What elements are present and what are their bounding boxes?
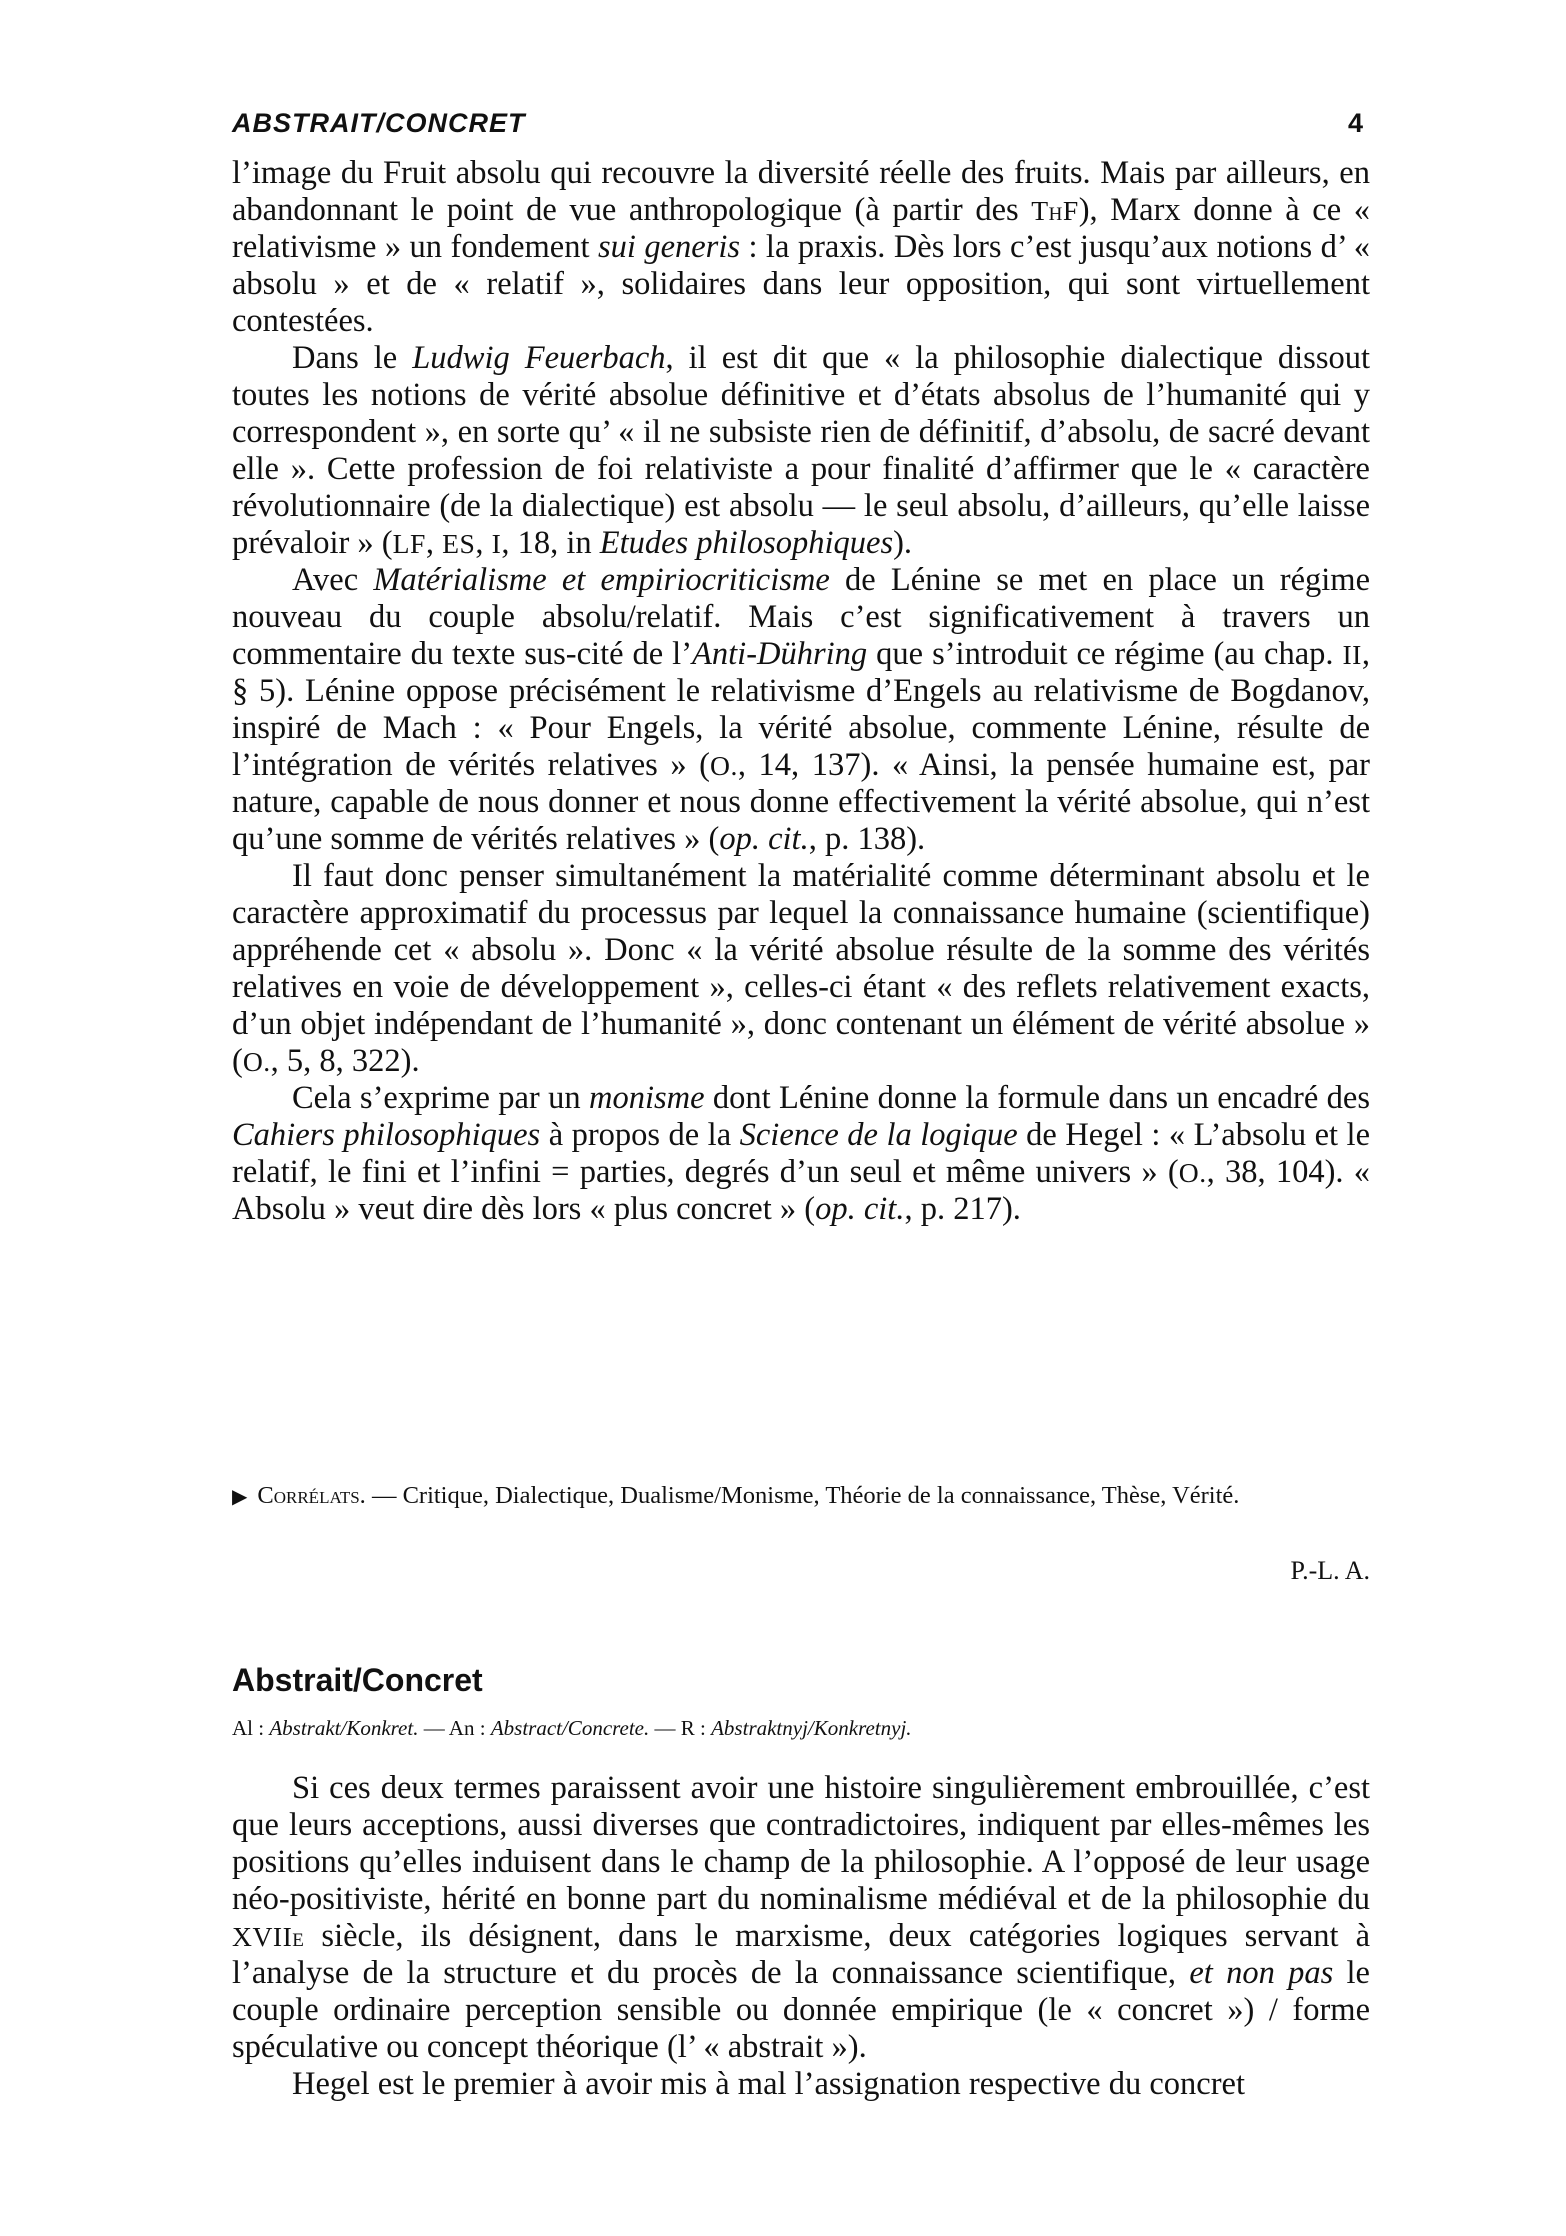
paragraph: Si ces deux termes paraissent avoir une histoire singulièrement embrouillée, c’est que leurs acceptions, aussi diverses que contradictoires, indiquent par elles-mêmes les positions qu’elles induisent dans le champ de la philosophie. A l’opposé de leur usage néo-positiviste, hérité en bonne part du nominalisme médiéval et de la philosophie du XVIIe siècle, ils désignent, dans le marxisme, deux catégories logiques servant à l’analyse de la structure et du procès de la connaissance scientifique, et non pas le couple ordinaire perception sensible ou donnée empirique (le « concret ») / forme spéculative ou concept théorique (l’ « abstrait »). xyxy=(232,1770,1370,2065)
correlats-note xyxy=(232,1480,1370,1513)
entry-translations: Al : Abstrakt/Konkret. — An : Abstract/Concrete. — R : Abstraktnyj/Konkretnyj. xyxy=(232,1716,912,1740)
paragraph: Hegel est le premier à avoir mis à mal l’assignation respective du concret xyxy=(292,2066,1245,2102)
entry-body xyxy=(232,1770,1370,2103)
paragraph: Cela s’exprime par un monisme dont Lénine donne la formule dans un encadré des Cahiers philosophiques à propos de la Science de la logique de Hegel : « L’absolu et le relatif, le fini et l’infini = parties, degrés d’un seul et même univers » (O., 38, 104). « Absolu » veut dire dès lors « plus concret » (op. cit., p. 217). xyxy=(232,1080,1371,1227)
page-number: 4 xyxy=(1348,108,1364,138)
author-signature: P.-L. A. xyxy=(1290,1556,1370,1585)
paragraph: Il faut donc penser simultanément la matérialité comme déterminant absolu et le caractère approximatif du processus par lequel la connaissance humaine (scientifique) appréhende cet « absolu ». Donc « la vérité absolue résulte de la somme des vérités relatives en voie de développement », celles-ci étant « des reflets relativement exacts, d’un objet indépendant de l’humanité », donc contenant un élément de vérité absolue » (O., 5, 8, 322). xyxy=(232,858,1370,1079)
correlats-text: — Critique, Dialectique, Dualisme/Monisme, Théorie de la connaissance, Thèse, Vérité. xyxy=(365,1482,1240,1509)
entry-title: Abstrait/Concret xyxy=(232,1662,483,1698)
correlats-label: Corrélats. xyxy=(257,1482,366,1509)
triangle-right-icon: ▶ xyxy=(232,1486,248,1508)
paragraph: l’image du Fruit absolu qui recouvre la diversité réelle des fruits. Mais par ailleurs, en abandonnant le point de vue anthropologique (à partir des ThF), Marx donne à ce « relativisme » un fondement sui generis : la praxis. Dès lors c’est jusqu’aux notions d’ « absolu » et de « relatif », solidaires dans leur opposition, qui sont virtuellement contestées. xyxy=(232,155,1370,339)
article-continuation xyxy=(232,155,1370,1228)
running-head: ABSTRAIT/CONCRET xyxy=(232,108,526,138)
paragraph: Avec Matérialisme et empiriocriticisme de Lénine se met en place un régime nouveau du couple absolu/relatif. Mais c’est significativement à travers un commentaire du texte sus-cité de l’Anti-Dühring que s’introduit ce régime (au chap. II, § 5). Lénine oppose précisément le relativisme d’Engels au relativisme de Bogdanov, inspiré de Mach : « Pour Engels, la vérité absolue, commente Lénine, résulte de l’intégration de vérités relatives » (O., 14, 137). « Ainsi, la pensée humaine est, par nature, capable de nous donner et nous donne effectivement la vérité absolue, qui n’est qu’une somme de vérités relatives » (op. cit., p. 138). xyxy=(232,562,1371,857)
paragraph: Dans le Ludwig Feuerbach, il est dit que « la philosophie dialectique dissout toutes les notions de vérité absolue définitive et d’états absolus de l’humanité qui y correspondent », en sorte qu’ « il ne subsiste rien de définitif, d’absolu, de sacré devant elle ». Cette profession de foi relativiste a pour finalité d’affirmer que le « caractère révolutionnaire (de la dialectique) est absolu — le seul absolu, d’ailleurs, qu’elle laisse prévaloir » (LF, ES, I, 18, in Etudes philosophiques). xyxy=(232,340,1370,561)
